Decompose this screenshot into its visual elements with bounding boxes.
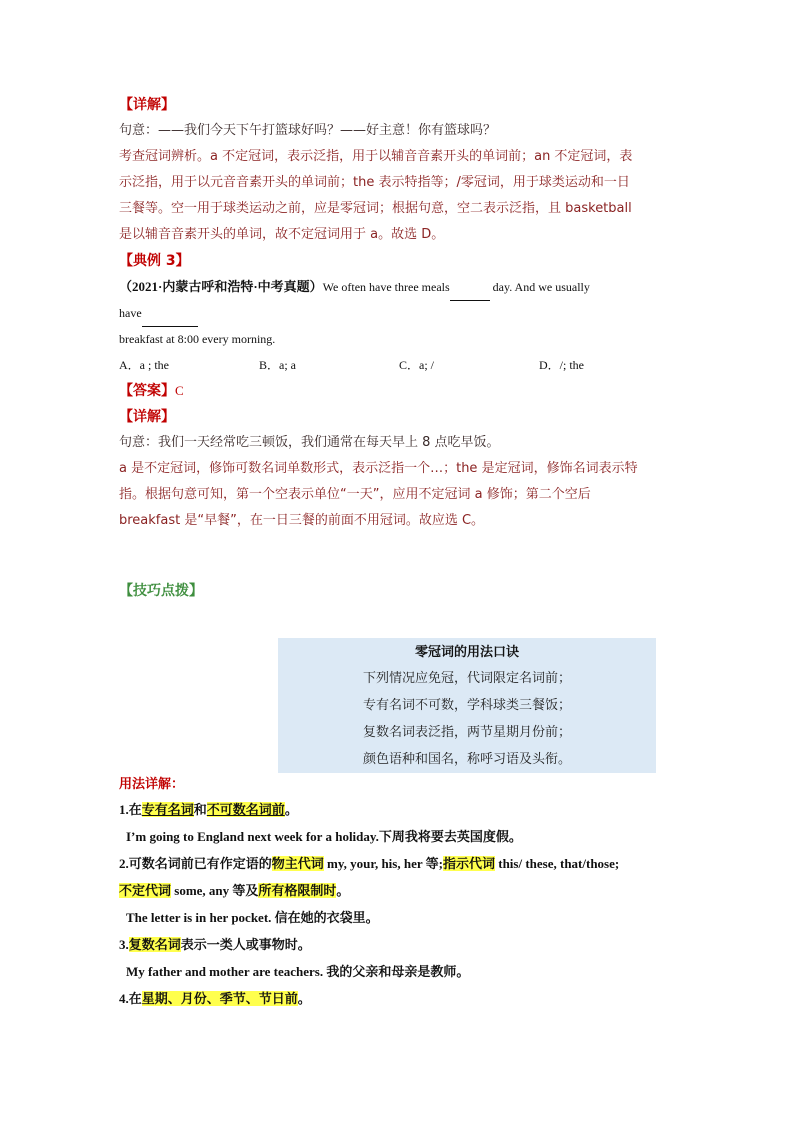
detail-label: 【详解】: [119, 97, 175, 113]
answer-blank: [142, 310, 198, 327]
highlight: 所有格限制时: [258, 883, 337, 898]
highlight: 不可数名词前: [206, 802, 285, 817]
example-label: 【典例 3】: [119, 253, 190, 269]
usage-rule: 3.复数名词表示一类人或事物时。: [119, 937, 311, 952]
explanation-line: 示泛指，用于以元音音素开头的单词前；the 表示特指等；/零冠词，用于球类运动和一日: [119, 175, 630, 190]
explanation-line: 指。根据句意可知，第一个空表示单位“一天”，应用不定冠词 a 修饰；第二个空后: [119, 487, 591, 502]
document-body: [119, 92, 689, 534]
highlight: 不定代词: [119, 883, 172, 898]
usage-rule: 1.在专有名词和不可数名词前。: [119, 802, 298, 817]
option-a: A．a ; the: [119, 358, 169, 372]
usage-rule: 4.在星期、月份、季节、节日前。: [119, 991, 311, 1006]
rhyme-box: [278, 638, 656, 773]
usage-example: The letter is in her pocket. 信在她的衣袋里。: [126, 910, 379, 925]
question-text: day. And we usually: [489, 280, 590, 294]
sentence-meaning: 句意：——我们今天下午打篮球好吗？——好主意！你有篮球吗？: [119, 123, 497, 138]
highlight: 专有名词: [141, 802, 194, 817]
option-d: D．/; the: [539, 358, 584, 372]
detail-label: 【详解】: [119, 409, 175, 425]
explanation-line: 三餐等。空一用于球类运动之前，应是零冠词；根据句意，空二表示泛指，且 basketball: [119, 201, 632, 216]
question-source: （2021·内蒙古呼和浩特·中考真题）: [119, 279, 323, 294]
usage-section: [119, 774, 689, 1012]
question-text: We often have three meals: [322, 280, 450, 294]
options-row: [119, 352, 689, 378]
usage-rule: 不定代词 some, any 等及所有格限制时。: [119, 883, 350, 898]
answer-blank: [450, 284, 490, 301]
tips-heading: 【技巧点拨】: [119, 583, 203, 599]
explanation-line: breakfast 是“早餐”，在一日三餐的前面不用冠词。故应选 C。: [119, 513, 485, 528]
highlight: 物主代词: [271, 856, 324, 871]
rhyme-line: 颜色语种和国名，称呼习语及头衔。: [362, 752, 571, 767]
highlight: 星期、月份、季节、节日前: [141, 991, 298, 1006]
question-text: have: [119, 306, 142, 320]
rhyme-line: 复数名词表泛指，两节星期月份前；: [362, 725, 571, 740]
usage-example: I’m going to England next week for a holiday.下周我将要去英国度假。: [126, 829, 522, 844]
rhyme-line: 专有名词不可数，学科球类三餐饭；: [362, 698, 571, 713]
rhyme-title: 零冠词的用法口诀: [414, 645, 519, 660]
rhyme-line: 下列情况应免冠，代词限定名词前；: [362, 671, 571, 686]
usage-rule: 2.可数名词前已有作定语的物主代词 my, your, his, her 等;指示代词 this/ these, that/those;: [119, 856, 620, 871]
explanation-line: a 是不定冠词，修饰可数名词单数形式，表示泛指一个…；the 是定冠词，修饰名词表示特: [119, 461, 638, 476]
option-b: B．a; a: [259, 358, 296, 372]
usage-example: My father and mother are teachers. 我的父亲和母亲是教师。: [126, 964, 470, 979]
option-c: C．a; /: [399, 358, 434, 372]
explanation-line: 是以辅音音素开头的单词，故不定冠词用于 a。故选 D。: [119, 227, 445, 242]
sentence-meaning: 句意：我们一天经常吃三顿饭，我们通常在每天早上 8 点吃早饭。: [119, 435, 500, 450]
question-text: breakfast at 8:00 every morning.: [119, 332, 276, 346]
usage-heading: 用法详解：: [119, 777, 185, 792]
highlight: 复数名词: [128, 937, 181, 952]
answer-label: 【答案】: [119, 383, 175, 399]
highlight: 指示代词: [442, 856, 495, 871]
answer-value: C: [175, 383, 184, 398]
explanation-line: 考查冠词辨析。a 不定冠词，表示泛指，用于以辅音音素开头的单词前；an 不定冠词，表: [119, 149, 633, 164]
